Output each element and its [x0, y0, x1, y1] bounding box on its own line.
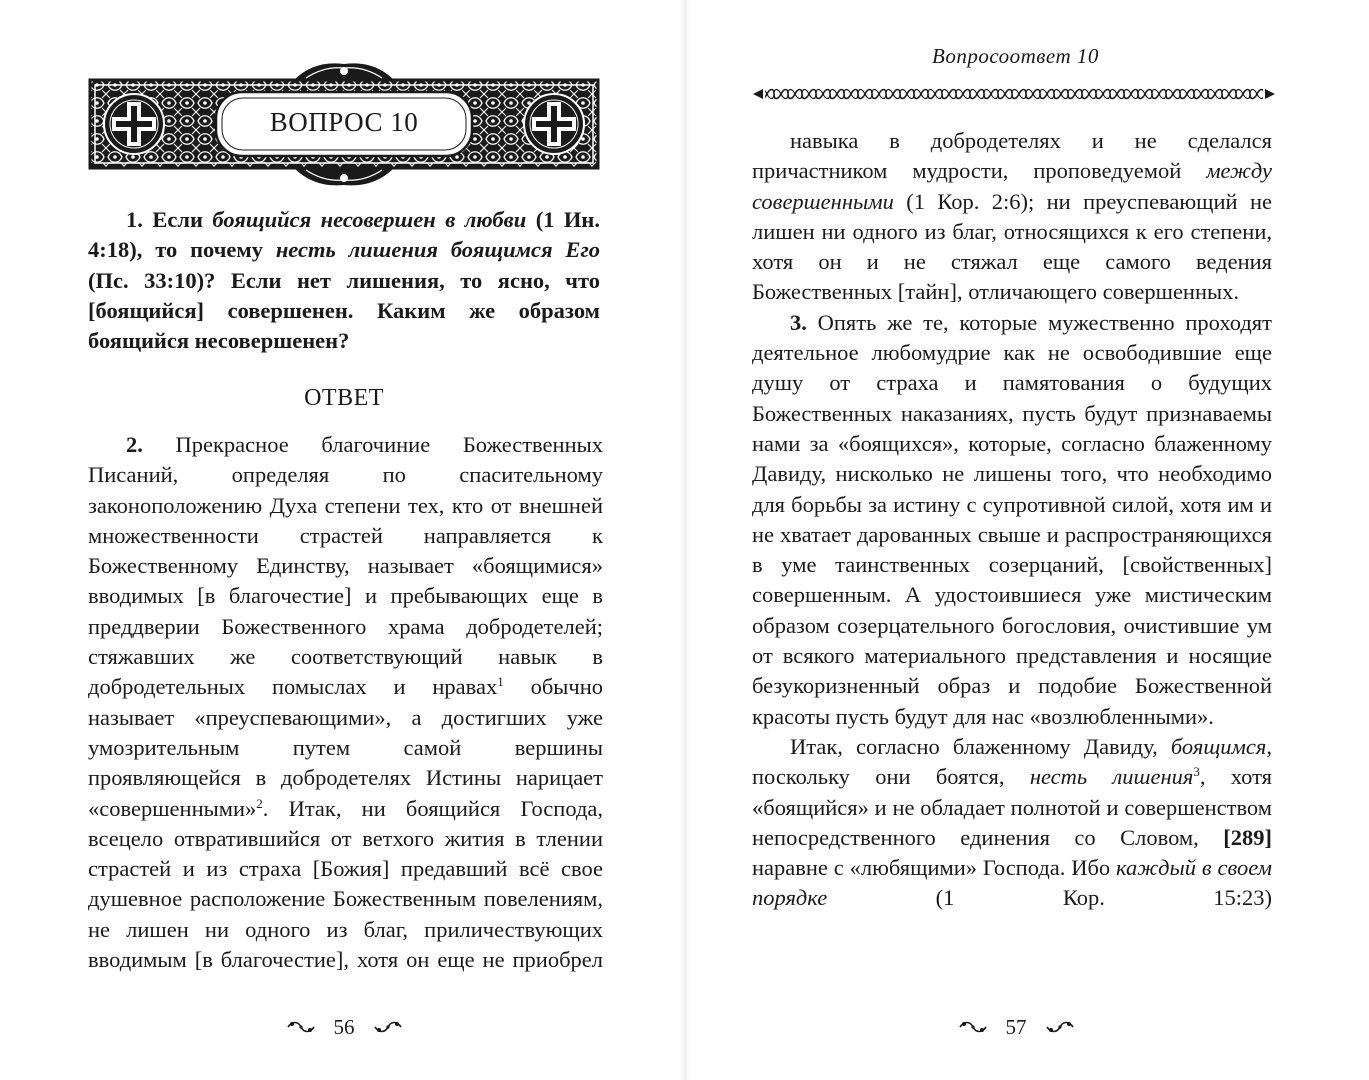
italic-span: несть лишения боящимся Его [275, 237, 600, 263]
text-run: (1 Ин. 4:18), то почему [88, 207, 600, 263]
ornamental-rule-icon [753, 86, 1275, 102]
text-run: , поскольку они боятся, [752, 733, 1272, 790]
left-folio [244, 1012, 444, 1042]
running-head: Вопросоответ 10 [932, 44, 1099, 68]
italic-span: боящимся [1170, 733, 1267, 759]
text-run: Опять же те, которые мужественно проходят деятельное любомудрие как не освободившие еще душу от страха и памятования о будущих Божественных наказаниях, пусть будут признаваемы нами за «боящихся», которые, согласно блаженному Давиду, нисколько не лишены того, что необходимо для борьбы за истину с супротивной силой, хотя им и не хватает дарованных свыше и распространяющихся в уме таинственных созерцаний, [свойственных] совершенным. А удостоившиеся уже мистическим образом созерцательного богословия, очистившие ум от всякого материального представления и носящие безукоризненный образ и подобие Божественной красоты пусть будут для нас «возлюбленными». [752, 309, 1272, 729]
right-page [684, 0, 1369, 1080]
text-run: обычно называет «преуспевающими», а достигших уже умозрительным путем самой вершины проявляющейся в добродетелях Истины нарицает «совершенными» [88, 674, 603, 821]
page-number: 56 [333, 1014, 355, 1039]
fleuron-left-icon [958, 1019, 988, 1035]
italic-span: каждый в своем порядке [752, 855, 1272, 911]
italic-span: между совершенными [752, 158, 1272, 214]
bold-span: [289] [1223, 824, 1272, 850]
text-run: наравне с «любящими» Господа. Ибо [752, 855, 1117, 881]
fleuron-right-icon [1045, 1019, 1075, 1035]
ornamental-headpiece [88, 58, 600, 190]
text-run: (Пс. 33:10)? Если нет лишения, то ясно, что [боящийся] совершенен. Каким же образом боящийся несовершенен? [88, 267, 600, 354]
question-text [88, 205, 600, 356]
text-run: 1. Если [126, 207, 213, 232]
right-folio [916, 1012, 1116, 1042]
text-run: навыка в добродетелях и не сделался причастником мудрости, проповедуемой [752, 128, 1272, 184]
answer-heading: ОТВЕТ [304, 385, 384, 411]
text-run: (1 Кор. 2:6); ни преуспевающий не лишен ни одного из благ, относящихся к его степени, хотя он и не стяжал еще самого ведения Божественных [тайн], отличающего совершенных. [752, 188, 1272, 305]
page-number: 57 [1005, 1014, 1027, 1039]
footnote-ref: 1 [497, 674, 504, 690]
right-body-text [752, 126, 1272, 914]
text-run: Прекрасное благочиние Божественных Писаний, определяя по спасительному законоположению Духа степени тех, кто от внешней множественности страстей направляется к Божественному Единству, называет «боящимися» вводимых [в благочестие] и пребывающих еще в преддверии Божественного храма добродетелей; стяжавших же соответствующий навык в добродетельных помыслах и нравах [88, 432, 603, 700]
paragraph [752, 732, 1272, 914]
text-run: (1 Кор. 15:23) [827, 885, 1272, 911]
paragraph [88, 205, 600, 356]
left-page [0, 0, 684, 1080]
italic-span: несть лишения [1029, 764, 1194, 790]
bold-span: 2. [126, 432, 143, 457]
question-title: ВОПРОС 10 [269, 107, 419, 137]
fleuron-left-icon [286, 1019, 316, 1035]
left-body-text [88, 430, 603, 975]
paragraph [752, 308, 1272, 732]
text-run: Итак, согласно блаженному Давиду, [790, 733, 1171, 759]
paragraph [752, 126, 1272, 308]
bold-span: 3. [790, 309, 807, 335]
text-run: , хотя «боящийся» и не обладает полнотой и совершенством непосредственного единения со Словом, [752, 764, 1273, 850]
paragraph [88, 430, 603, 975]
fleuron-right-icon [373, 1019, 403, 1035]
text-run: . Итак, ни боящийся Господа, всецело отвратившийся от ветхого жития в тлении страстей и из страха [Божия] предавший всё свое душевное расположение Божественным повелениям, не лишен ни одного из благ, приличествующих вводимым [в благочестие], хотя он еще не приобрел [88, 795, 603, 973]
italic-span: боящийся несовершен в любви [212, 207, 527, 232]
footnote-ref: 3 [1193, 764, 1200, 780]
footnote-ref: 2 [256, 795, 263, 811]
